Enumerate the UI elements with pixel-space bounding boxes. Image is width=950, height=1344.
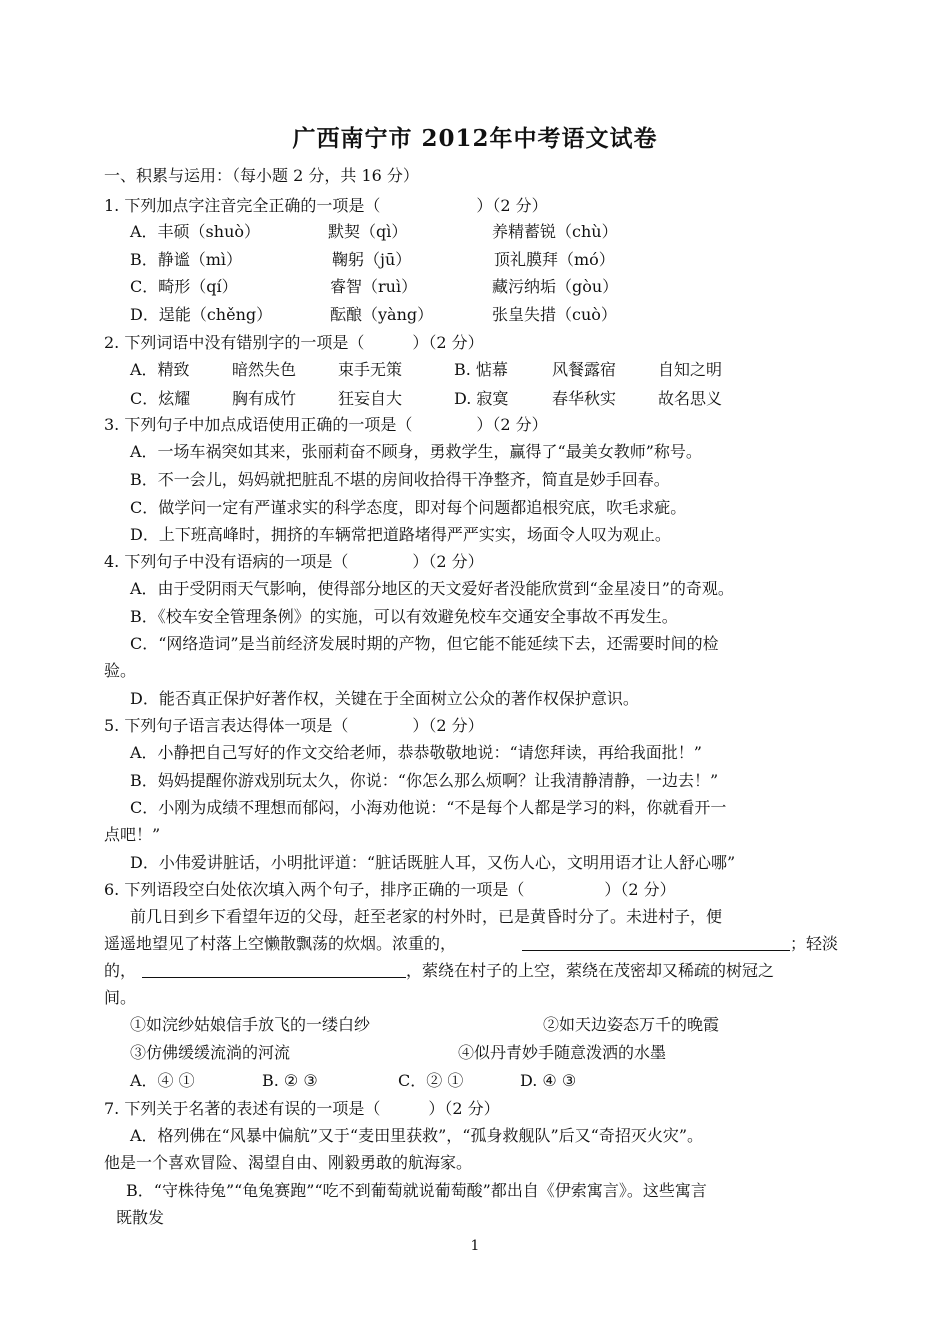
q5-option-a: A．小静把自己写好的作文交给老师，恭恭敬敬地说：“请您拜读，再给我面批！”: [130, 743, 702, 762]
q2-option-c-1: C．炫耀: [130, 389, 191, 408]
q6-choice-4: ④似丹青妙手随意泼洒的水墨: [458, 1043, 667, 1062]
question-1-stem: 1. 下列加点字注音完全正确的一项是（ ）（2 分）: [104, 196, 548, 215]
q5-option-c: C．小刚为成绩不理想而郁闷，小海劝他说：“不是每个人都是学习的料，你就看开一: [130, 798, 727, 817]
question-3-stem: 3. 下列句子中加点成语使用正确的一项是（ ）（2 分）: [104, 415, 548, 434]
q1-option-a-3: 养精蓄锐（chù）: [492, 222, 618, 241]
question-7-stem: 7. 下列关于名著的表述有误的一项是（ ）（2 分）: [104, 1099, 500, 1118]
q2-option-a-2: 暗然失色: [232, 360, 297, 379]
q2-option-b-2: 风餐露宿: [552, 360, 617, 379]
q1-option-b-2: 鞠躬（jū）: [332, 250, 412, 269]
q6-option-c: C．② ①: [398, 1071, 464, 1090]
q1-option-c-2: 睿智（ruì）: [330, 277, 418, 296]
q1-option-c-3: 藏污纳垢（gòu）: [492, 277, 619, 296]
q3-option-d: D．上下班高峰时，拥挤的车辆常把道路堵得严严实实，场面令人叹为观止。: [130, 525, 671, 544]
q6-blank-1: [522, 950, 790, 951]
q5-option-b: B．妈妈提醒你游戏别玩太久，你说：“你怎么那么烦啊？让我清静清静，一边去！”: [130, 771, 719, 790]
q1-option-d-2: 酝酿（yàng）: [330, 305, 434, 324]
q7-option-a-cont: 他是一个喜欢冒险、渴望自由、刚毅勇敢的航海家。: [104, 1153, 473, 1172]
q2-option-a-1: A．精致: [130, 360, 190, 379]
q4-option-c-cont: 验。: [104, 661, 137, 680]
q2-option-b-1: B. 惦幕: [454, 360, 508, 379]
q3-option-a: A．一场车祸突如其来，张丽莉奋不顾身，勇救学生，赢得了“最美女教师”称号。: [130, 442, 702, 461]
question-4-stem: 4. 下列句子中没有语病的一项是（ ）（2 分）: [104, 552, 484, 571]
q6-option-a: A．④ ①: [130, 1071, 195, 1090]
q7-option-a: A．格列佛在“风暴中偏航”又于“麦田里获救”，“孤身救舰队”后又“奇招灭火灾”。: [130, 1126, 703, 1145]
q6-option-b: B. ② ③: [262, 1071, 318, 1090]
q6-choice-1: ①如浣纱姑娘信手放飞的一缕白纱: [130, 1015, 371, 1034]
q2-option-b-3: 自知之明: [658, 360, 723, 379]
q4-option-a: A．由于受阴雨天气影响，使得部分地区的天文爱好者没能欣赏到“金星凌日”的奇观。: [130, 579, 734, 598]
question-2-stem: 2. 下列词语中没有错别字的一项是（ ）（2 分）: [104, 333, 484, 352]
q2-option-a-3: 束手无策: [338, 360, 403, 379]
q7-option-b: B．“守株待兔”“龟兔赛跑”“吃不到葡萄就说葡萄酸”都出自《伊索寓言》。这些寓言: [126, 1181, 707, 1200]
q6-passage-line-3-end: ，萦绕在村子的上空，萦绕在茂密却又稀疏的树冠之: [406, 961, 775, 980]
q7-option-b-cont: 既散发: [116, 1208, 165, 1227]
page-number: 1: [470, 1238, 480, 1254]
q3-option-c: C．做学问一定有严谨求实的科学态度，即对每个问题都追根究底，吹毛求疵。: [130, 498, 687, 517]
q1-option-b-3: 顶礼膜拜（mó）: [494, 250, 615, 269]
q2-option-c-2: 胸有成竹: [232, 389, 297, 408]
section-heading: 一、积累与运用：（每小题 2 分，共 16 分）: [104, 166, 419, 185]
q4-option-d: D．能否真正保护好著作权，关键在于全面树立公众的著作权保护意识。: [130, 689, 639, 708]
q1-option-c-1: C．畸形（qí）: [130, 277, 238, 296]
q4-option-c: C．“网络造词”是当前经济发展时期的产物，但它能不能延续下去，还需要时间的检: [130, 634, 719, 653]
q6-option-d: D. ④ ③: [520, 1071, 577, 1090]
question-6-stem: 6. 下列语段空白处依次填入两个句子，排序正确的一项是（ ）（2 分）: [104, 880, 676, 899]
q5-option-c-cont: 点吧！”: [104, 825, 161, 844]
q4-option-b: B．《校车安全管理条例》的实施，可以有效避免校车交通安全事故不再发生。: [130, 607, 678, 626]
q1-option-d-3: 张皇失措（cuò）: [492, 305, 617, 324]
q1-option-b-1: B．静谧（mì）: [130, 250, 243, 269]
q6-choice-3: ③仿佛缓缓流淌的河流: [130, 1043, 291, 1062]
q1-option-a-2: 默契（qì）: [328, 222, 408, 241]
q6-passage-line-4: 间。: [104, 988, 137, 1007]
q6-blank-2: [142, 977, 406, 978]
q5-option-d: D．小伟爱讲脏话，小明批评道：“脏话既脏人耳，又伤人心，文明用语才让人舒心哪”: [130, 853, 736, 872]
q1-option-d-1: D．逞能（chěng）: [130, 305, 273, 324]
q6-passage-line-2: 遥遥地望见了村落上空懒散飘荡的炊烟。浓重的，: [104, 934, 457, 953]
q1-option-a-1: A．丰硕（shuò）: [130, 222, 261, 241]
q3-option-b: B．不一会儿，妈妈就把脏乱不堪的房间收拾得干净整齐，简直是妙手回春。: [130, 470, 670, 489]
page-title: 广西南宁市 2012年中考语文试卷: [292, 125, 658, 152]
q6-passage-line-2-end: ；轻淡: [790, 934, 839, 953]
q6-passage-line-3: 的，: [104, 961, 137, 980]
q6-choice-2: ②如天边姿态万千的晚霞: [543, 1015, 720, 1034]
question-5-stem: 5. 下列句子语言表达得体一项是（ ）（2 分）: [104, 716, 484, 735]
q6-passage-line-1: 前几日到乡下看望年迈的父母，赶至老家的村外时，已是黄昏时分了。未进村子，便: [130, 907, 723, 926]
q2-option-d-1: D. 寂寞: [454, 389, 509, 408]
q2-option-d-3: 故名思义: [658, 389, 723, 408]
q2-option-d-2: 春华秋实: [552, 389, 617, 408]
q2-option-c-3: 狂妄自大: [338, 389, 403, 408]
